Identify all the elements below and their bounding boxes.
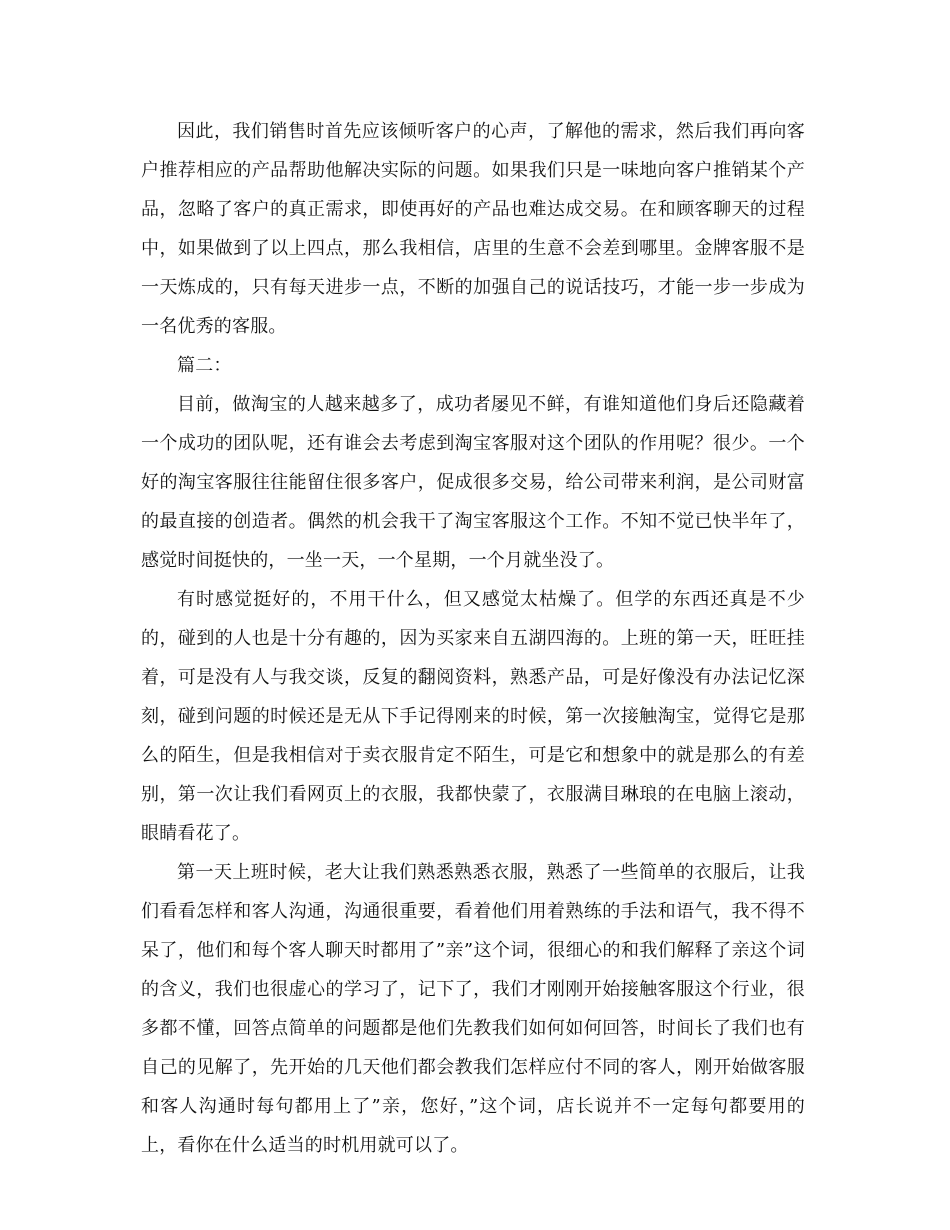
- section-heading-part-two: 篇二：: [177, 355, 232, 376]
- document-body: [141, 112, 805, 1165]
- paragraph-taobao-intro: 目前，做淘宝的人越来越多了，成功者屡见不鲜，有谁知道他们身后还隐藏着一个成功的团队呢，还有谁会去考虑到淘宝客服对这个团队的作用呢？很少。一个好的淘宝客服往往能留住很多客户，促成很多交易，给公司带来利润，是公司财富的最直接的创造者。偶然的机会我干了淘宝客服这个工作。不知不觉已快半年了，感觉时间挺快的，一坐一天，一个星期，一个月就坐没了。: [141, 394, 805, 571]
- paragraph-sales-advice: 因此，我们销售时首先应该倾听客户的心声，了解他的需求，然后我们再向客户推荐相应的产品帮助他解决实际的问题。如果我们只是一味地向客户推销某个产品，忽略了客户的真正需求，即使再好的产品也难达成交易。在和顾客聊天的过程中，如果做到了以上四点，那么我相信，店里的生意不会差到哪里。金牌客服不是一天炼成的，只有每天进步一点，不断的加强自己的说话技巧，才能一步一步成为一名优秀的客服。: [141, 121, 805, 337]
- paragraph-learning-communication: 第一天上班时候，老大让我们熟悉熟悉衣服，熟悉了一些简单的衣服后，让我们看看怎样和客人沟通，沟通很重要，看着他们用着熟练的手法和语气，我不得不呆了，他们和每个客人聊天时都用了”亲”这个词，很细心的和我们解释了亲这个词的含义，我们也很虚心的学习了，记下了，我们才刚刚开始接触客服这个行业，很多都不懂，回答点简单的问题都是他们先教我们如何如何回答，时间长了我们也有自己的见解了，先开始的几天他们都会教我们怎样应付不同的客人，刚开始做客服和客人沟通时每句都用上了”亲，您好，”这个词，店长说并不一定每句都要用的上，看你在什么适当的时机用就可以了。: [141, 862, 805, 1156]
- paragraph-first-day-experience: 有时感觉挺好的，不用干什么，但又感觉太枯燥了。但学的东西还真是不少的，碰到的人也是十分有趣的，因为买家来自五湖四海的。上班的第一天，旺旺挂着，可是没有人与我交谈，反复的翻阅资料，熟悉产品，可是好像没有办法记忆深刻，碰到问题的时候还是无从下手记得刚来的时候，第一次接触淘宝，觉得它是那么的陌生，但是我相信对于卖衣服肯定不陌生，可是它和想象中的就是那么的有差别，第一次让我们看网页上的衣服，我都快蒙了，衣服满目琳琅的在电脑上滚动，眼睛看花了。: [141, 589, 805, 844]
